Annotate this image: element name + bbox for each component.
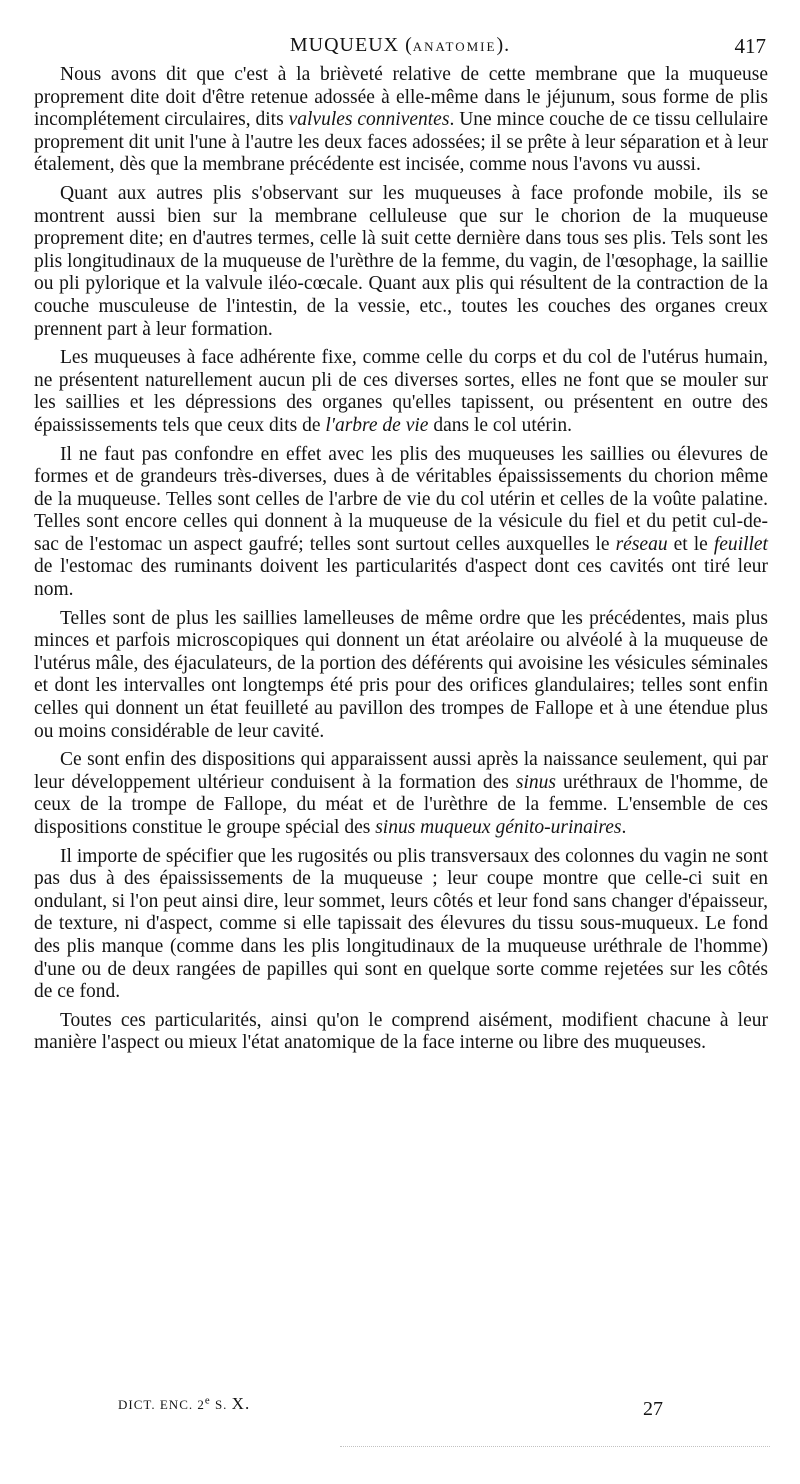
text-run: Il ne faut pas confondre en effet avec les plis des muqueuses les saillies ou élevures de formes et de grandeurs très-diverses, dues à de véritables épaississements du chorion même de la muqueuse. Telles sont celles de l'arbre de vie du col utérin et celles de la voûte palatine. Telles sont encore celles qui donnent à la muqueuse de la vésicule du fiel et du petit cul-de-sac de l'estomac un aspect gaufré; telles sont surtout celles auxquelles le <box>34 443 768 555</box>
italic-term: valvules conniventes <box>288 109 450 131</box>
signature-text: DICT. ENC. 2 <box>118 1397 205 1412</box>
paragraph <box>34 846 768 1004</box>
text-run: uréthraux de l'homme, de ceux de la trompe de Fallope, du méat et de l'urèthre de la femme. L'ensemble de ces dispositions constitue le groupe spécial des <box>34 771 768 838</box>
running-title-sub: ANATOMIE <box>412 39 497 54</box>
printer-signature <box>118 1394 250 1414</box>
signature-volume: X. <box>231 1394 251 1413</box>
text-run: de l'estomac des ruminants doivent les particularités d'aspect dont ces cavités ont tiré leur nom. <box>34 556 768 601</box>
page-footer <box>0 1394 800 1434</box>
sheet-number: 27 <box>643 1398 663 1420</box>
running-title <box>0 34 800 57</box>
running-title-open: ( <box>399 34 413 56</box>
running-header <box>0 34 800 64</box>
text-run: Toutes ces particularités, ainsi qu'on le comprend aisément, modifient chacune à leur manière l'aspect ou mieux l'état anatomique de la face interne ou libre des muqueuses. <box>34 1009 768 1054</box>
text-run: Nous avons dit que c'est à la brièveté relative de cette membrane que la muqueuse proprement dite doit d'être retenue adossée à elle-même dans le jéjunum, sous forme de plis incomplétement circulaires, dits <box>34 64 768 131</box>
italic-term: réseau <box>615 533 668 555</box>
paragraph <box>34 347 768 437</box>
italic-term: sinus <box>515 771 557 793</box>
text-run: dans le col utérin. <box>428 414 572 436</box>
article-body <box>34 64 768 1061</box>
paragraph <box>34 444 768 602</box>
text-run: . <box>621 817 627 838</box>
paragraph <box>34 183 768 341</box>
text-run: et le <box>667 533 714 555</box>
italic-term: sinus muqueux génito-urinaires <box>375 817 622 838</box>
text-run: Ce sont enfin des dispositions qui apparaissent aussi après la naissance seulement, qui par leur développement ultérieur conduisent à la formation des <box>34 749 768 793</box>
paragraph <box>34 608 768 744</box>
page-number: 417 <box>734 34 766 58</box>
text-run: Il importe de spécifier que les rugosités ou plis transversaux des colonnes du vagin ne sont pas dus à des épaississements de la muqueuse ; leur coupe montre que celle-ci suit en ondulant, si l'on peut ainsi dire, leur sommet, leurs côtés et leur fond sans changer d'épaisseur, de texture, ni d'aspect, comme si elle tapissait des élevures du tissu sous-muqueux. Le fond des plis manque (comme dans les plis longitudinaux de la muqueuse uréthrale de l'homme) d'une ou de deux rangées de papilles qui sont en quelque sorte comme rejetées sur les côtés de ce fond. <box>34 845 768 1003</box>
text-run: Telles sont de plus les saillies lamelleuses de même ordre que les précédentes, mais plus minces et parfois microscopiques qui donnent un état aréolaire ou alvéolé à la muqueuse de l'utérus mâle, des éjaculateurs, de la portion des déférents qui avoisine les vésicules séminales et dont les intervalles ont longtemps été pris pour des orifices glandulaires; telles sont enfin celles qui donnent un état feuilleté au pavillon des trompes de Fallope et à une étendue plus ou moins considérable de leur cavité. <box>34 607 768 742</box>
italic-term: feuillet <box>713 533 768 555</box>
signature-series: S. <box>210 1397 232 1412</box>
text-run: Les muqueuses à face adhérente fixe, comme celle du corps et du col de l'utérus humain, ne présentent naturellement aucun pli de ces diverses sortes, elles ne font que se mouler sur les saillies et les dépressions des organes qu'elles tapissent, ou présentent en outre des épaississements tels que ceux dits de <box>34 347 768 436</box>
running-title-close: ). <box>496 34 511 56</box>
text-run: . Une mince couche de ce tissu cellulaire proprement dit unit l'une à l'autre les deux faces adossées; il se prête à leur séparation et à leur étalement, dès que la membrane précédente est incisée, comme nous l'avons vu aussi. <box>34 109 768 176</box>
paragraph <box>34 64 768 177</box>
italic-term: l'arbre de vie <box>325 414 429 436</box>
text-run: Quant aux autres plis s'observant sur les muqueuses à face profonde mobile, ils se montrent aussi bien sur la membrane celluleuse que sur le chorion de la muqueuse proprement dite; en d'autres termes, celle là suit cette dernière dans tous ses plis. Tels sont les plis longitudinaux de la muqueuse de l'urèthre de la femme, du vagin, de l'œsophage, la saillie ou pli pylorique et la valvule iléo-cœcale. Quant aux plis qui résultent de la contraction de la couche musculeuse de l'intestin, de la vessie, etc., toutes les couches des organes creux prennent part à leur formation. <box>34 182 768 340</box>
signature-superscript: e <box>204 1394 211 1407</box>
running-title-main: MUQUEUX <box>289 34 400 56</box>
bottom-edge-marks <box>340 1446 770 1449</box>
paragraph <box>34 749 768 839</box>
paragraph <box>34 1010 768 1055</box>
